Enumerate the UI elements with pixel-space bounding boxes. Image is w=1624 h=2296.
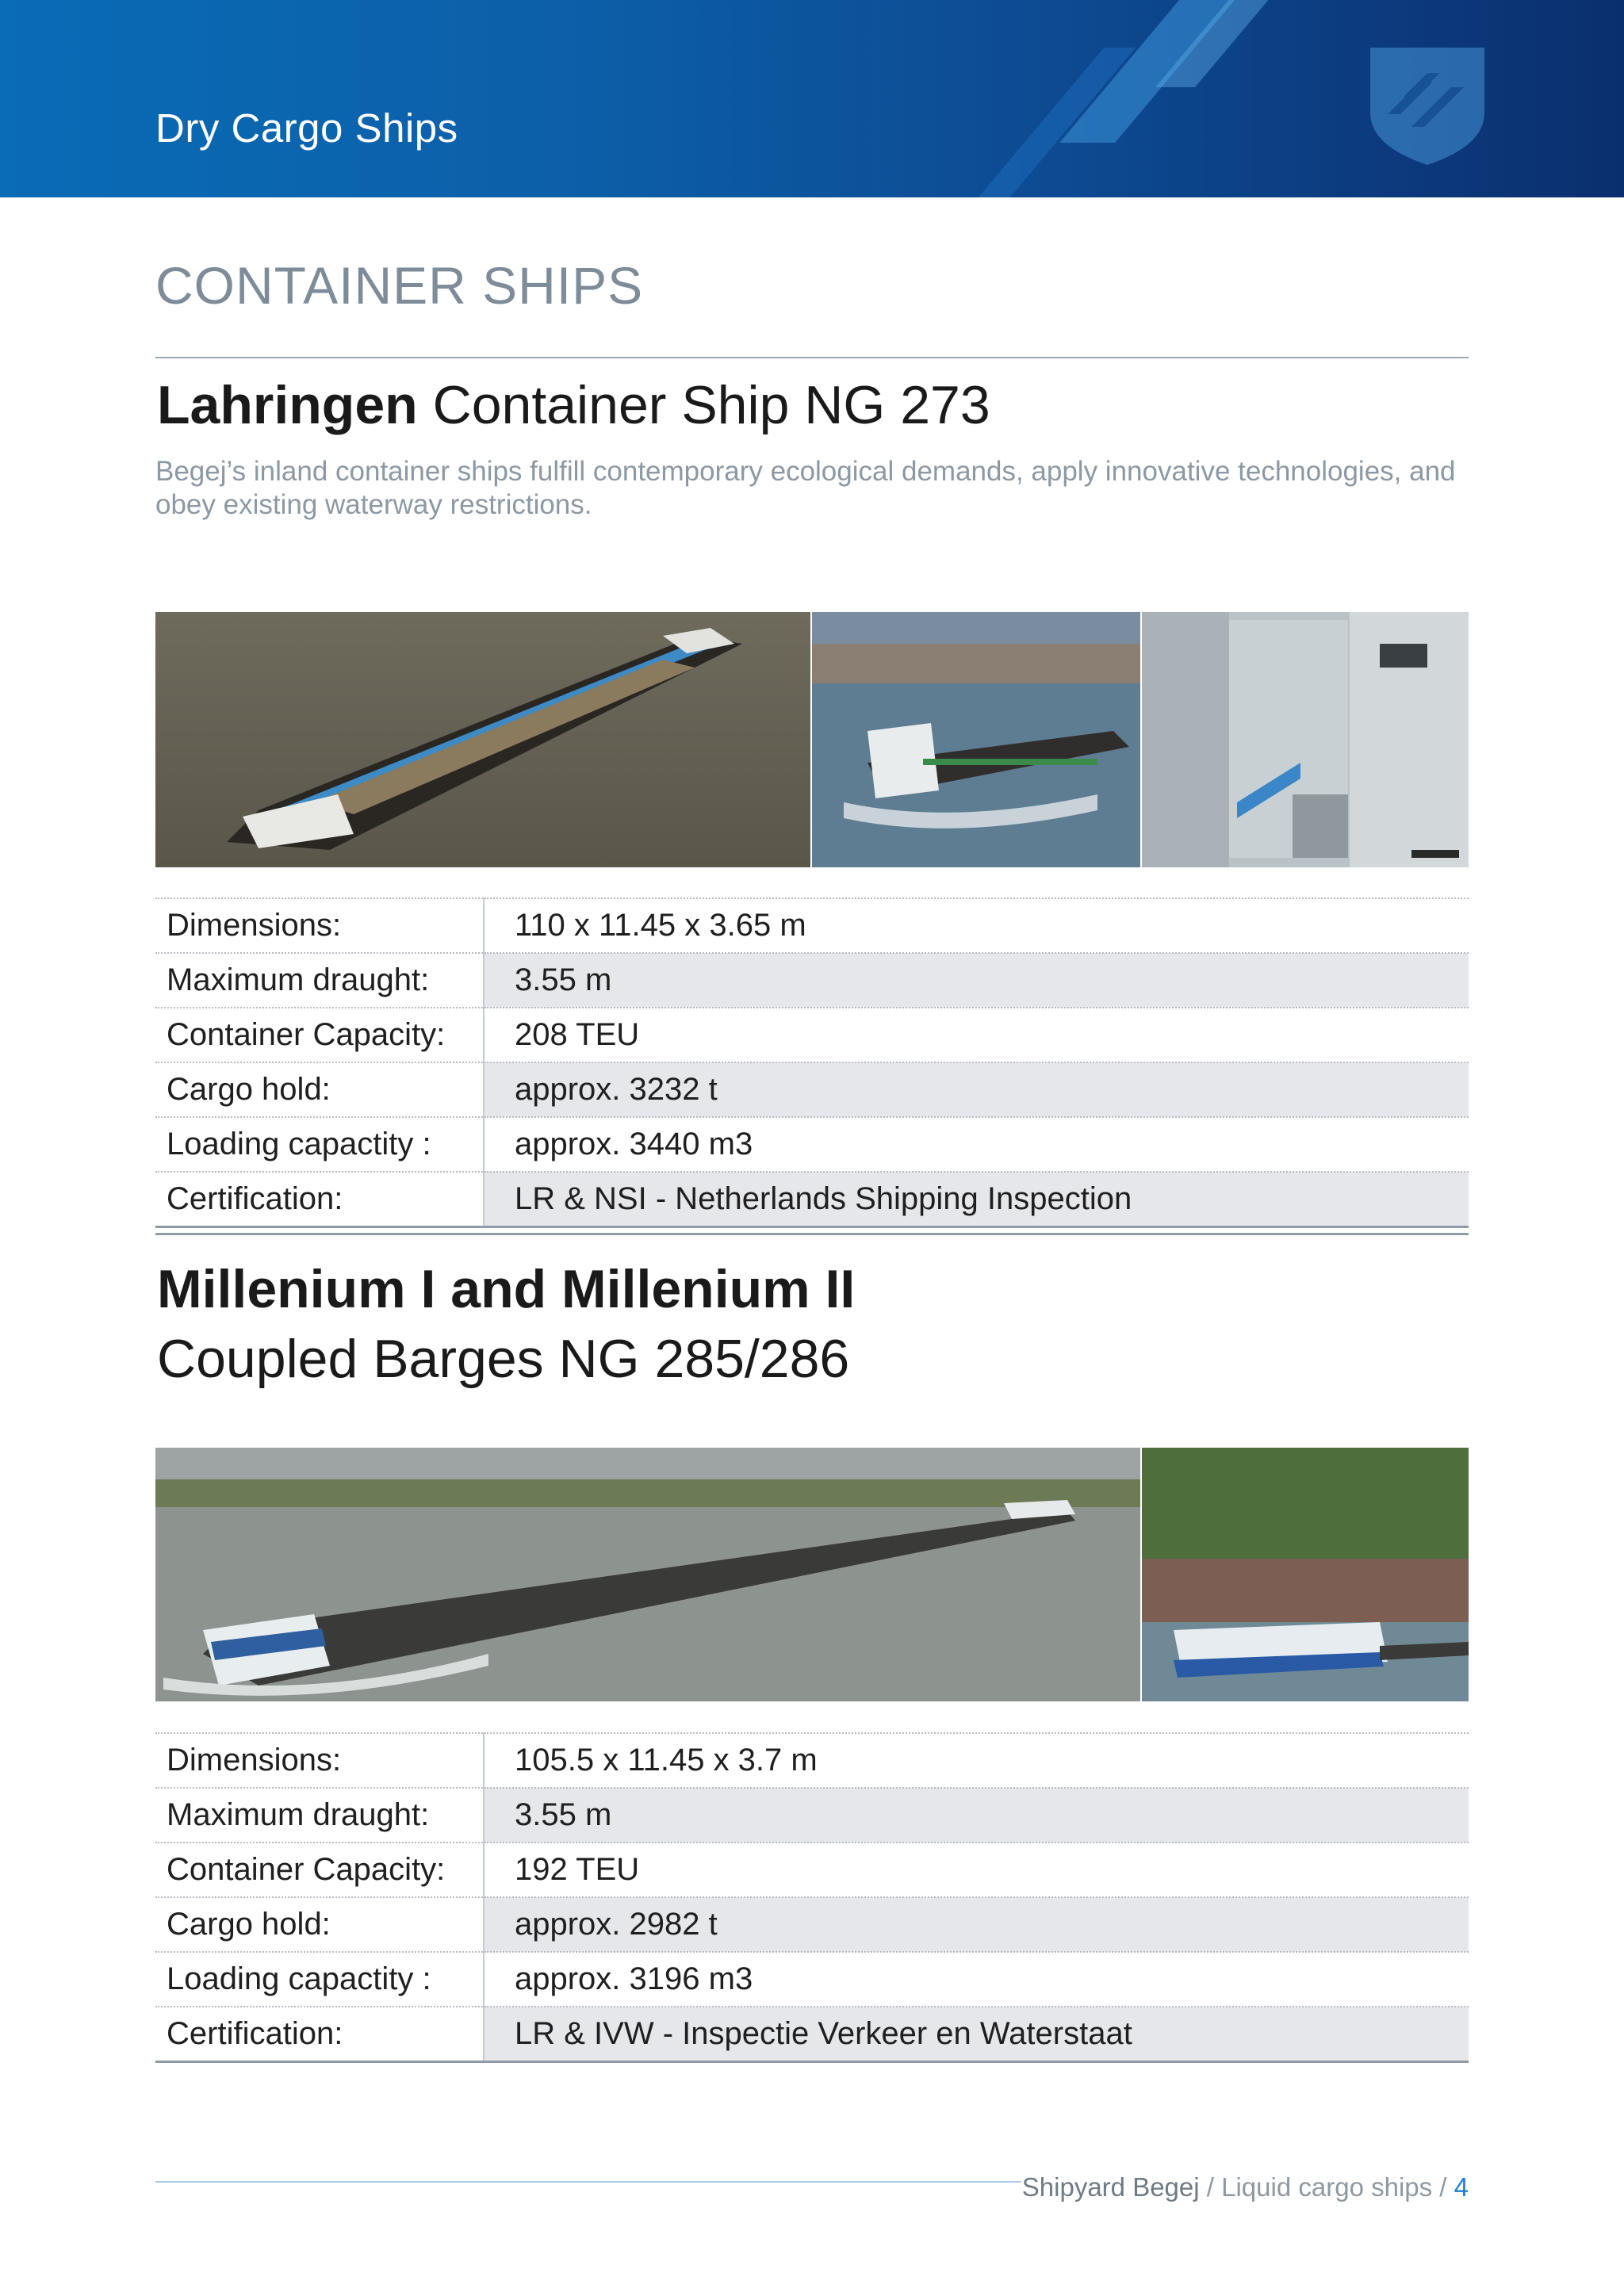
ship2-name-rest: Coupled Barges NG 285/286 <box>157 1329 850 1389</box>
ship1-river-photo <box>812 612 1140 867</box>
ship1-engine-room-photo <box>1142 612 1469 867</box>
table-row <box>155 1897 1469 1952</box>
footer-separator: / <box>1199 2172 1222 2202</box>
table-row <box>155 1952 1469 2007</box>
table-row <box>155 898 1469 953</box>
table-row <box>155 1843 1469 1897</box>
page-header-band <box>0 0 1624 197</box>
spec-label: Loading capactity : <box>155 1952 484 2007</box>
ship2-barge-cliff-photo <box>1142 1448 1469 1701</box>
spec-label: Maximum draught: <box>155 953 484 1008</box>
ship1-heading <box>157 374 990 436</box>
spec-value: LR & IVW - Inspectie Verkeer en Waterstaat <box>484 2007 1469 2062</box>
page-footer <box>1022 2172 1469 2202</box>
spec-value: 208 TEU <box>484 1008 1469 1062</box>
spec-value: 110 x 11.45 x 3.65 m <box>484 898 1469 953</box>
spec-label: Dimensions: <box>155 1733 484 1788</box>
spec-value: 105.5 x 11.45 x 3.7 m <box>484 1733 1469 1788</box>
ship2-name-bold: Millenium I and Millenium II <box>157 1259 856 1319</box>
spec-value: 3.55 m <box>484 953 1469 1008</box>
ship1-description: Begej’s inland container ships fulfill contemporary ecological demands, apply innovative technologies, and obey existing waterway restrictions. <box>155 456 1456 520</box>
ship1-name-bold: Lahringen <box>157 375 418 435</box>
table-row <box>155 1008 1469 1062</box>
spec-value: 3.55 m <box>484 1788 1469 1843</box>
spec-label: Certification: <box>155 2007 484 2062</box>
footer-brand: Shipyard Begej <box>1021 2172 1200 2202</box>
table-row <box>155 2007 1469 2062</box>
section-divider <box>155 357 1469 358</box>
ship2-heading <box>157 1254 855 1394</box>
table-row <box>155 1117 1469 1172</box>
spec-label: Loading capactity : <box>155 1117 484 1172</box>
page-number: 4 <box>1454 2172 1469 2202</box>
table-row <box>155 1172 1469 1227</box>
table-row <box>155 1788 1469 1843</box>
spec-value: 192 TEU <box>484 1843 1469 1897</box>
spec-label: Container Capacity: <box>155 1843 484 1897</box>
footer-separator: / <box>1432 2172 1454 2202</box>
spec-label: Certification: <box>155 1172 484 1227</box>
spec-value: LR & NSI - Netherlands Shipping Inspection <box>484 1172 1469 1227</box>
section-title: CONTAINER SHIPS <box>155 256 644 315</box>
spec-label: Cargo hold: <box>155 1062 484 1117</box>
spec-value: approx. 2982 t <box>484 1897 1469 1952</box>
ship1-spec-table <box>155 897 1469 1228</box>
ship2-coupled-barges-photo <box>155 1448 1140 1701</box>
ship1-name-rest: Container Ship NG 273 <box>417 375 990 435</box>
table-row <box>155 1733 1469 1788</box>
ship1-aerial-photo <box>155 612 810 867</box>
footer-divider <box>155 2181 1021 2183</box>
header-title: Dry Cargo Ships <box>155 105 458 151</box>
spec-label: Container Capacity: <box>155 1008 484 1062</box>
spec-label: Dimensions: <box>155 898 484 953</box>
spec-label: Cargo hold: <box>155 1897 484 1952</box>
spec-label: Maximum draught: <box>155 1788 484 1843</box>
spec-value: approx. 3440 m3 <box>484 1117 1469 1172</box>
shipyard-shield-logo-icon <box>1364 41 1491 168</box>
spec-value: approx. 3232 t <box>484 1062 1469 1117</box>
table-row <box>155 953 1469 1008</box>
footer-section: Liquid cargo ships <box>1221 2172 1433 2202</box>
ship-divider <box>155 1233 1469 1235</box>
table-row <box>155 1062 1469 1117</box>
ship2-spec-table <box>155 1732 1469 2063</box>
spec-value: approx. 3196 m3 <box>484 1952 1469 2007</box>
